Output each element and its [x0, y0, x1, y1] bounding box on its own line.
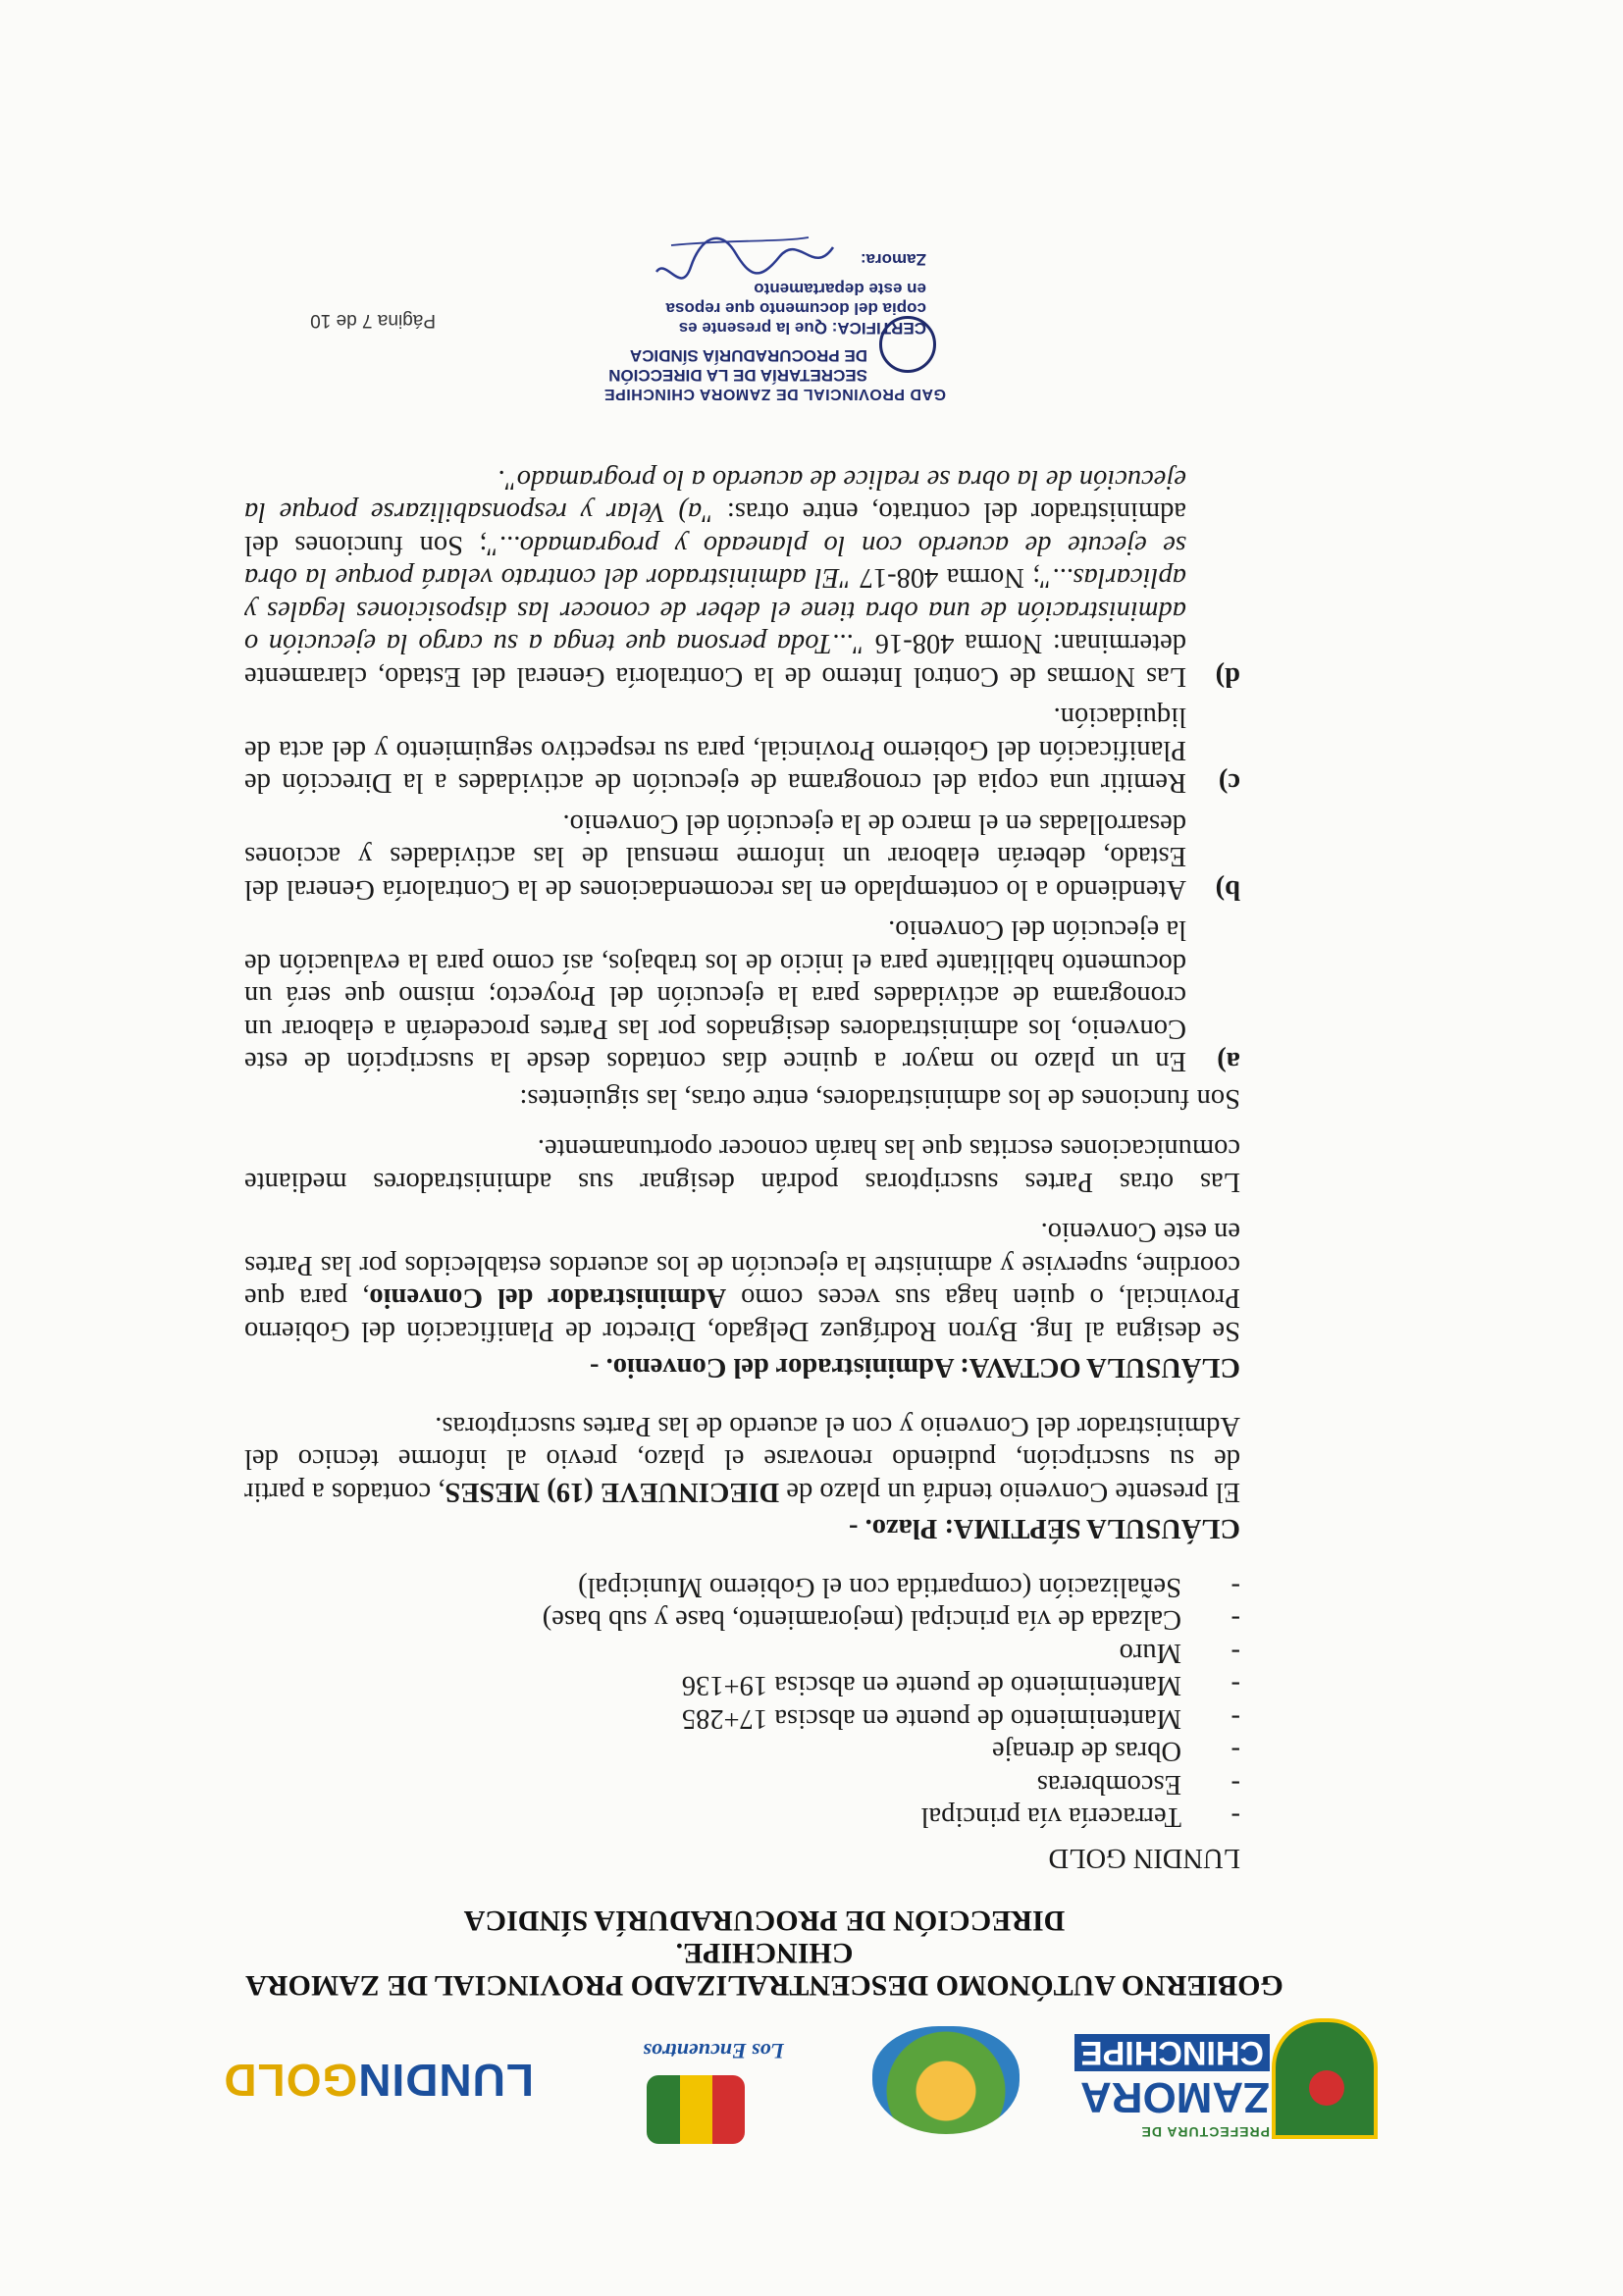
header-line-1: GOBIERNO AUTÓNOMO DESCENTRALIZADO PROVINCIAL DE ZAMORA [245, 1969, 1283, 2002]
logo-zamora-text: ZAMORA [1079, 2073, 1270, 2121]
municipal-emblem-icon [647, 2075, 745, 2144]
works-list [244, 1571, 1240, 1834]
clause-eighth-title: CLÁUSULA OCTAVA: Administrador del Convenio. - [589, 1352, 1240, 1383]
certification-stamp [534, 249, 946, 402]
header-line-2: CHINCHIPE. [675, 1937, 854, 1969]
party-name: LUNDIN GOLD [1048, 1843, 1240, 1873]
stamp-place: Zamora: [860, 250, 926, 269]
lundin-gold-wordmark: LUNDINGOLD [223, 2055, 534, 2106]
document-header [244, 1905, 1284, 2002]
gad-seal-icon [879, 316, 936, 373]
function-item-b: b) Atendiendo a lo contemplado en las recomendaciones de la Contraloría General del Estado, deberán elaborar un informe mensual de las actividades y acciones desarrolladas en el marco de la ejecución del Convenio. [244, 809, 1240, 905]
stamp-office-2: DE PROCURADURÍA SÍNDICA [629, 346, 867, 365]
function-item-a: a) En un plazo no mayor a quince días contados desde la suscripción de este Convenio, los administradores designados por las Partes procederán a elaborar un cronograma de actividades para la ejecución del Proyecto; mismo que será un documento habilitante para el inicio de los trabajos, así como para la evaluación de la ejecución del Convenio. [244, 914, 1240, 1077]
clause-seventh-title: CLÁUSULA SÉPTIMA: Plazo. - [848, 1513, 1240, 1544]
works-list-item: - Mantenimiento de puente en abscisa 19+136 [244, 1669, 1240, 1702]
works-list-item: - Obras de drenaje [244, 1735, 1240, 1768]
function-item-d: d) Las Normas de Control Interno de la Contraloría General del Estado, claramente determinan: Norma 408-16 "...Toda persona que tenga a su cargo la ejecución o administración de una obra tiene el deber de conocer las disposiciones legales y aplicarlas..."; Norma 408-17 "El administrador del contrato velará porque la obra se ejecute de acuerdo con lo planeado y programado..."; Son funciones del administrador del contrato, entre otras: "a) Velar y responsabilizarse porque la ejecución de la obra se realice de acuerdo a lo programado". [244, 464, 1240, 692]
logo-prefix: PREFECTURA DE [1140, 2124, 1270, 2140]
logo-tagline: Los Encuentros [643, 2039, 784, 2063]
works-list-item: - Calzada de vía principal (mejoramiento, base y sub base) [244, 1603, 1240, 1637]
logo-strip [223, 2016, 1378, 2144]
works-list-item: - Mantenimiento de puente en abscisa 17+285 [244, 1702, 1240, 1736]
stamp-certifies-2: copia del documento que reposa [665, 299, 926, 318]
clause-eighth-designation: Se designa al Ing. Byron Rodríguez Delgado, Director de Planificación del Gobierno Provincial, o quien haga sus veces como Administrador del Convenio, para que coordine, supervise y administre la ejecución de los acuerdos establecidos por las Partes en este Convenio. [244, 1217, 1240, 1346]
works-list-item: - Muro [244, 1637, 1240, 1670]
handwritten-signature [652, 228, 838, 287]
stamp-certifies: CERTIFICA: Que la presente es [678, 319, 926, 338]
logo-chinchipe-text: CHINCHIPE [1074, 2034, 1270, 2071]
los-encuentros-logo [568, 2016, 804, 2144]
works-list-item: - Escombreras [244, 1768, 1240, 1801]
stamp-certifies-3: en este departamento [754, 280, 926, 298]
document-body [244, 455, 1240, 1875]
clause-eighth-other-parties: Las otras Partes suscriptoras podrán designar sus administradores mediante comunicaciones escritas que las harán conocer oportunamente. [244, 1133, 1240, 1197]
lundin-gold-logo [223, 2016, 534, 2144]
clause-eighth-functions-intro: Son funciones de los administradores, entre otras, las siguientes: [519, 1083, 1240, 1114]
stamp-institution: GAD PROVINCIAL DE ZAMORA CHINCHIPE [603, 386, 946, 402]
works-list-item: - Señalización (compartida con el Gobierno Municipal) [244, 1571, 1240, 1604]
provincial-shield-icon [1272, 2018, 1378, 2139]
stamp-office-1: SECRETARÍA DE LA DIRECCIÓN [608, 366, 867, 385]
mascot-logo [853, 2016, 1039, 2144]
function-item-c: c) Remitir una copia del cronograma de ejecución de actividades a la Dirección de Planificación del Gobierno Provincial, para su respectivo seguimiento y del acta de liquidación. [244, 702, 1240, 799]
works-list-item: - Terracería vía principal [244, 1800, 1240, 1834]
page-number: Página 7 de 10 [310, 310, 436, 331]
mascot-emblem-icon [872, 2026, 1020, 2134]
prefectura-zamora-logo [1079, 2016, 1378, 2144]
header-line-3: DIRECCIÓN DE PROCURADURÍA SÍNDICA [463, 1905, 1066, 1937]
functions-list [244, 463, 1240, 1078]
clause-seventh-text: El presente Convenio tendrá un plazo de DIECINUEVE (19) MESES, contados a partir de su suscripción, pudiendo renovarse el plazo, previo al informe técnico del Administrador del Convenio y con el acuerdo de las Partes suscriptoras. [244, 1411, 1240, 1507]
